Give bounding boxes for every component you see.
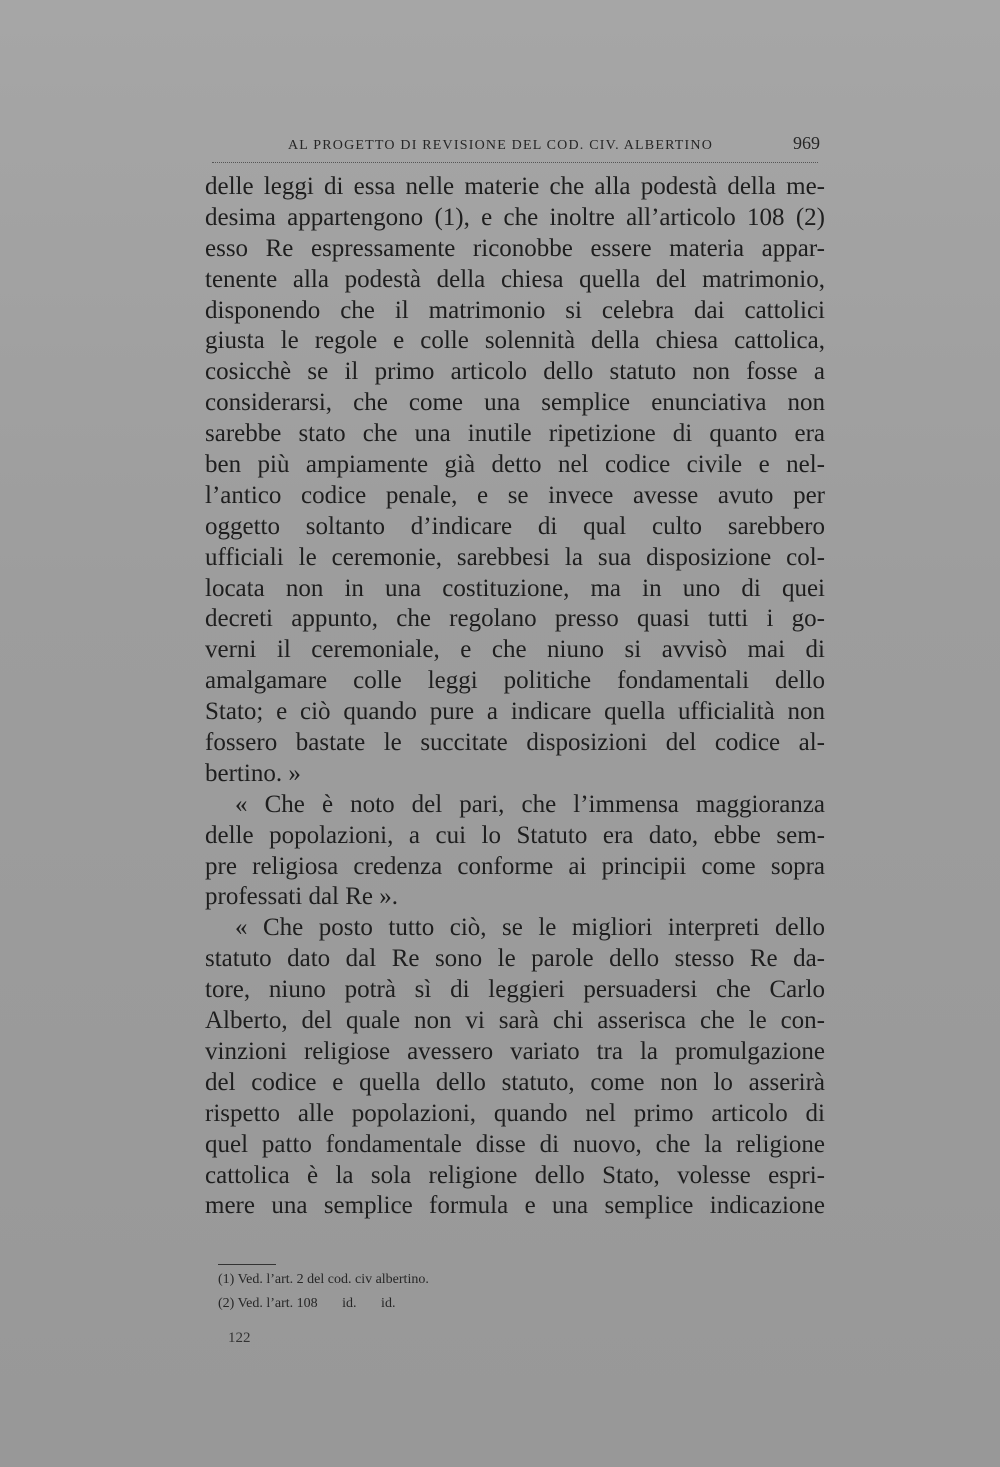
text-line: Alberto, del quale non vi sarà chi asserisca che le con-	[205, 1007, 825, 1035]
text-line: statuto dato dal Re sono le parole dello stesso Re da-	[205, 945, 825, 973]
text-line: « Che è noto del pari, che l’immensa maggioranza	[235, 790, 825, 818]
text-line: pre religiosa credenza conforme ai principii come sopra	[205, 852, 825, 880]
text-line: verni il ceremoniale, e che niuno si avvisò mai di	[205, 636, 825, 664]
text-line: tore, niuno potrà sì di leggieri persuadersi che Carlo	[205, 976, 825, 1004]
body-text	[205, 172, 825, 1222]
footnotes	[218, 1268, 618, 1316]
footnote: (2) Ved. l’art. 108 id. id.	[218, 1296, 396, 1311]
text-line: l’antico codice penale, e se invece avesse avuto per	[205, 481, 825, 509]
text-line: giusta le regole e colle solennità della chiesa cattolica,	[205, 327, 825, 355]
text-line: esso Re espressamente riconobbe essere materia appar-	[205, 234, 825, 262]
running-head	[206, 133, 820, 163]
text-line: mere una semplice formula e una semplice indicazione	[205, 1192, 825, 1220]
text-line: amalgamare colle leggi politiche fondamentali dello	[205, 667, 825, 695]
footnote: (1) Ved. l’art. 2 del cod. civ albertino.	[218, 1272, 429, 1287]
text-line: tenente alla podestà della chiesa quella del matrimonio,	[205, 265, 825, 293]
text-line: ufficiali le ceremonie, sarebbesi la sua disposizione col-	[205, 543, 825, 571]
text-line: delle leggi di essa nelle materie che alla podestà della me-	[205, 173, 825, 200]
text-line: delle popolazioni, a cui lo Statuto era dato, ebbe sem-	[205, 821, 825, 849]
page-number: 969	[793, 133, 820, 153]
text-line: cattolica è la sola religione dello Stato, volesse espri-	[205, 1161, 825, 1189]
text-line: locata non in una costituzione, ma in uno di quei	[205, 574, 825, 602]
text-line: ben più ampiamente già detto nel codice civile e nel-	[205, 451, 825, 479]
text-line: vinzioni religiose avessero variato tra la promulgazione	[205, 1037, 825, 1065]
text-line: quel patto fondamentale disse di nuovo, che la religione	[205, 1130, 825, 1158]
text-line: cosicchè se il primo articolo dello statuto non fosse a	[205, 358, 825, 386]
footnote-rule	[218, 1264, 276, 1265]
text-line: desima appartengono (1), e che inoltre all’articolo 108 (2)	[205, 203, 825, 231]
text-line: sarebbe stato che una inutile ripetizione di quanto era	[205, 420, 825, 448]
text-line: disponendo che il matrimonio si celebra dai cattolici	[205, 296, 825, 324]
text-line: bertino. »	[205, 759, 301, 787]
text-line: oggetto soltanto d’indicare di qual culto sarebbero	[205, 512, 825, 540]
signature-mark: 122	[228, 1330, 251, 1346]
text-line: fossero bastate le succitate disposizioni del codice al-	[205, 729, 825, 757]
text-line: rispetto alle popolazioni, quando nel primo articolo di	[205, 1099, 825, 1127]
text-line: Stato; e ciò quando pure a indicare quella ufficialità non	[205, 698, 825, 726]
header-rule	[212, 162, 818, 163]
text-line: professati dal Re ».	[205, 883, 399, 911]
running-title: AL PROGETTO DI REVISIONE DEL COD. CIV. ALBERTINO	[288, 138, 714, 153]
text-line: considerarsi, che come una semplice enunciativa non	[205, 389, 825, 417]
text-line: decreti appunto, che regolano presso quasi tutti i go-	[205, 605, 825, 633]
text-line: del codice e quella dello statuto, come non lo asserirà	[205, 1068, 825, 1096]
text-line: « Che posto tutto ciò, se le migliori interpreti dello	[235, 914, 825, 942]
